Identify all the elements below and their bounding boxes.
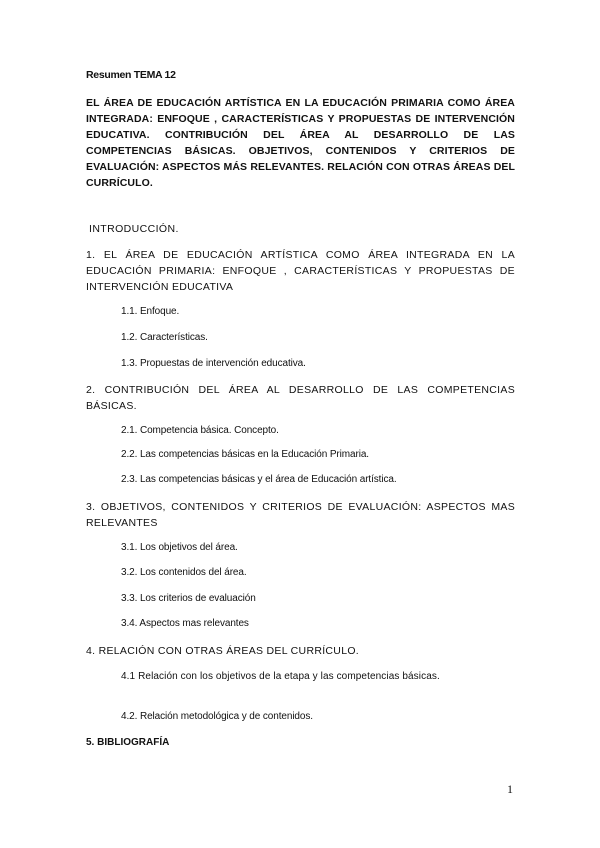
introduction-heading: INTRODUCCIÓN. xyxy=(89,223,179,235)
subsection-4-2: 4.2. Relación metodológica y de contenidos. xyxy=(121,711,313,722)
subsection-1-1: 1.1. Enfoque. xyxy=(121,306,180,317)
document-title: EL ÁREA DE EDUCACIÓN ARTÍSTICA EN LA EDUCACIÓN PRIMARIA COMO ÁREA INTEGRADA: ENFOQUE , CARACTERÍSTICAS Y PROPUESTAS DE INTERVENCIÓN EDUCATIVA. CONTRIBUCIÓN DEL ÁREA AL DESARROLLO DE LAS COMPETENCIAS BÁSICAS. OBJETIVOS, CONTENIDOS Y CRITERIOS DE EVALUACIÓN: ASPECTOS MÁS RELEVANTES. RELACIÓN CON OTRAS ÁREAS DEL CURRÍCULO. xyxy=(86,97,515,189)
summary-label: Resumen TEMA 12 xyxy=(86,69,176,81)
subsection-3-3: 3.3. Los criterios de evaluación xyxy=(121,593,256,604)
section-heading-3: 3. OBJETIVOS, CONTENIDOS Y CRITERIOS DE EVALUACIÓN: ASPECTOS MAS RELEVANTES xyxy=(86,501,515,529)
subsection-2-1: 2.1. Competencia básica. Concepto. xyxy=(121,425,279,436)
bibliography-heading: 5. BIBLIOGRAFÍA xyxy=(86,737,170,748)
section-heading-4: 4. RELACIÓN CON OTRAS ÁREAS DEL CURRÍCULO. xyxy=(86,645,360,657)
subsection-2-2: 2.2. Las competencias básicas en la Educación Primaria. xyxy=(121,449,369,460)
subsection-3-1: 3.1. Los objetivos del área. xyxy=(121,542,238,553)
section-heading-2: 2. CONTRIBUCIÓN DEL ÁREA AL DESARROLLO DE LAS COMPETENCIAS BÁSICAS. xyxy=(86,384,515,412)
subsection-2-3: 2.3. Las competencias básicas y el área de Educación artística. xyxy=(121,474,397,485)
subsection-4-1: 4.1 Relación con los objetivos de la etapa y las competencias básicas. xyxy=(121,671,440,682)
subsection-1-3: 1.3. Propuestas de intervención educativa. xyxy=(121,358,306,369)
subsection-3-4: 3.4. Aspectos mas relevantes xyxy=(121,618,249,629)
section-heading-1: 1. EL ÁREA DE EDUCACIÓN ARTÍSTICA COMO ÁREA INTEGRADA EN LA EDUCACIÓN PRIMARIA: ENFOQUE , CARACTERÍSTICAS Y PROPUESTAS DE INTERVENCIÓN EDUCATIVA xyxy=(86,249,515,293)
subsection-3-2: 3.2. Los contenidos del área. xyxy=(121,567,247,578)
page-number: 1 xyxy=(507,782,513,796)
subsection-1-2: 1.2. Características. xyxy=(121,332,208,343)
